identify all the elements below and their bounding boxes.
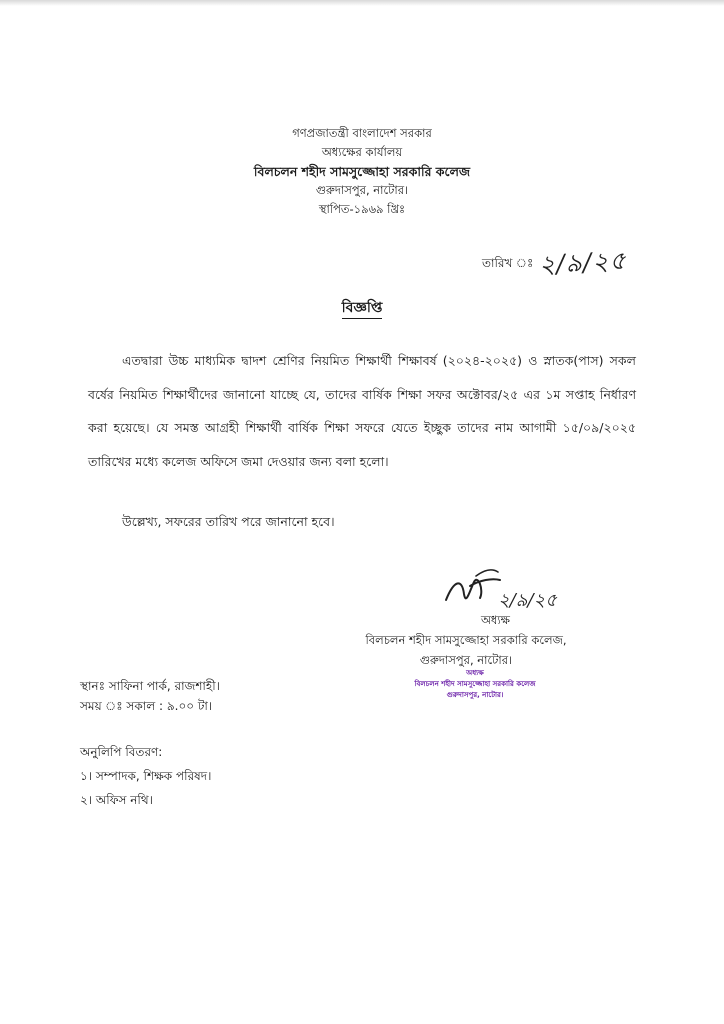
signature-date: ২/৯/২৫ [498, 590, 557, 611]
college-address: গুরুদাসপুর, নাটোর। [315, 183, 409, 197]
signature-block [336, 610, 596, 670]
copy-item: ১। সম্পাদক, শিক্ষক পরিষদ। [80, 769, 212, 783]
notice-title [0, 296, 724, 320]
notice-title-text: বিজ্ঞপ্তি [342, 300, 383, 319]
office-line: অধ্যক্ষের কার্যালয় [321, 145, 403, 159]
copies-heading: অনুলিপি বিতরণ: [80, 745, 163, 759]
venue-block [80, 676, 220, 716]
established-line: স্থাপিত-১৯৬৯ খ্রিঃ [318, 202, 406, 216]
handwritten-date: ২/৯/২৫ [538, 245, 628, 280]
date-row [482, 243, 627, 286]
venue-time: সময় ঃ সকাল : ৯.০০ টা। [80, 699, 213, 713]
stamp-title: অধ্যক্ষ [466, 669, 484, 677]
copy-distribution [80, 740, 211, 812]
signatory-title: অধ্যক্ষ [480, 613, 510, 627]
government-line: গণপ্রজাতন্ত্রী বাংলাদেশ সরকার [292, 126, 432, 140]
date-label: তারিখ ঃ [482, 255, 534, 270]
stamp-college: বিলচলন শহীদ সামসুজ্জোহা সরকারি কলেজ [414, 680, 536, 688]
notice-body-note: উল্লেখ্য, সফরের তারিখ পরে জানানো হবে। [122, 514, 335, 529]
scan-edge [0, 0, 724, 6]
notice-body-paragraph: এতদ্বারা উচ্চ মাধ্যমিক দ্বাদশ শ্রেণির নিয়মিত শিক্ষার্থী শিক্ষাবর্ষ (২০২৪-২০২৫) ও স্নাতক(পাস) সকল বর্ষের নিয়মিত শিক্ষার্থীদের জানানো যাচ্ছে যে, তাদের বার্ষিক শিক্ষা সফর অক্টোবর/২৫ এর ১ম সপ্তাহ নির্ধারণ করা হয়েছে। যে সমস্ত আগ্রহী শিক্ষার্থী বার্ষিক শিক্ষা সফরে যেতে ইচ্ছুক তাদের নাম আগামী ১৫/০৯/২০২৫ তারিখের মধ্যে কলেজ অফিসে জমা দেওয়ার জন্য বলা হলো। [88, 353, 636, 469]
copy-item: ২। অফিস নথি। [80, 793, 153, 807]
official-stamp [400, 668, 550, 701]
college-name: বিলচলন শহীদ সামসুজ্জোহা সরকারি কলেজ [253, 164, 471, 179]
signatory-college: বিলচলন শহীদ সামসুজ্জোহা সরকারি কলেজ, [365, 633, 567, 647]
venue-place: স্থানঃ সাফিনা পার্ক, রাজশাহী। [80, 679, 220, 693]
letterhead [0, 124, 724, 219]
signatory-address: গুরুদাসপুর, নাটোর। [419, 653, 513, 667]
stamp-address: গুরুদাসপুর, নাটোর। [446, 691, 504, 699]
